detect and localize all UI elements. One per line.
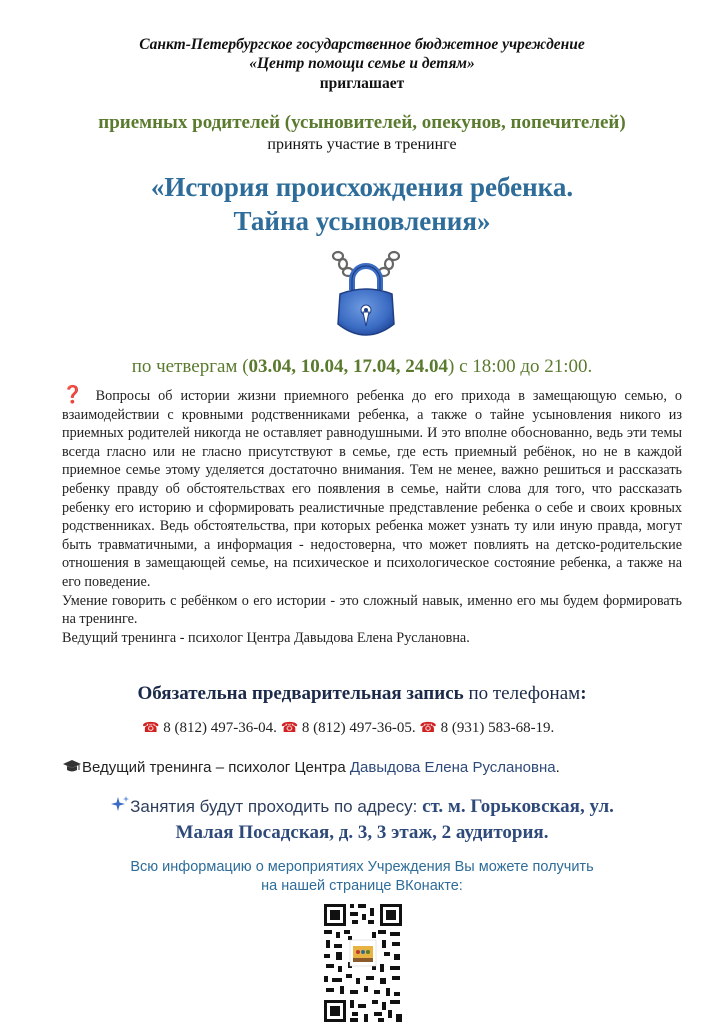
address-prefix: Занятия будут проходить по адресу: [130, 797, 423, 816]
invites-text: приглашает [319, 75, 405, 92]
title-line-2: Тайна усыновления» [233, 206, 491, 236]
leader-line [62, 759, 682, 776]
org-line-2: «Центр помощи семье и детям» [249, 55, 475, 72]
phone-icon: ☎ [142, 720, 160, 736]
sparkle-icon [110, 795, 130, 813]
vk-info-line-1: Всю информацию о мероприятиях Учреждения Вы можете получить [130, 859, 594, 875]
description-block [62, 386, 682, 647]
phone-icon: ☎ [280, 720, 299, 736]
audience-text: приемных родителей (усыновителей, опекунов, попечителей) [98, 112, 626, 133]
booking-text [0, 683, 724, 705]
booking-normal: по телефонам [463, 683, 581, 704]
schedule-suffix: ) с 18:00 до 21:00. [448, 356, 593, 377]
leader-name: Давыдова Елена Руслановна [349, 759, 556, 776]
phone-number-3[interactable]: 8 (931) 583-68-19. [440, 720, 555, 736]
address-line-2: Малая Посадская, д. 3, 3 этаж, 2 аудитория. [175, 822, 549, 843]
schedule-prefix: по четвергам ( [131, 356, 249, 377]
schedule-text [0, 356, 724, 378]
graduation-cap-icon [62, 759, 82, 773]
qr-code-image[interactable] [322, 902, 404, 1024]
org-line-1: Санкт-Петербургское государственное бюджетное учреждение [139, 36, 585, 53]
description-paragraph-3: Ведущий тренинга - психолог Центра Давыдова Елена Руслановна. [62, 629, 470, 646]
address-line1-bold: ст. м. Горьковская, ул. [422, 796, 614, 817]
description-paragraph-2: Умение говорить с ребёнком о его истории - это сложный навык, именно его мы будем формировать на тренинге. [62, 592, 682, 628]
question-icon: ❓ [62, 385, 88, 404]
leader-prefix: Ведущий тренинга – психолог Центра [82, 759, 350, 776]
phones-line [142, 720, 682, 737]
phone-icon: ☎ [419, 720, 437, 736]
schedule-dates: 03.04, 10.04, 17.04, 24.04 [248, 356, 449, 377]
booking-bold: Обязательна предварительная запись [137, 683, 464, 704]
description-text-1: Вопросы об истории жизни приемного ребенка до его прихода в замещающую семью, о взаимодействии с кровными родственниками ребенка, а также о тайне усыновления никого из приемных родителей никогда не оставляет равнодушными. И это вполне обоснованно, ведь эти темы всегда гласно или не гласно присутствуют в семье, где есть приемный ребёнок, но не в каждой приемное семье этому уделяется достаточно внимания. Тем не менее, важно решиться и рассказать ребенку правду об обстоятельствах его появления в семье, найти слова для того, что рассказать ребенку его историю и сформировать реалистичные представление ребенка о себе и своих кровных родственниках. Ведь обстоятельства, при которых ребенка может узнать ту или иную правда, могут быть травматичными, а информация - недостоверна, что может повлиять на детско-родительские отношения в замещающей семье, на психическое и психологическое состояние ребенка, а также на его поведение. [62, 388, 683, 590]
phone-number-2[interactable]: 8 (812) 497-36-05. [301, 720, 416, 736]
booking-colon: : [580, 683, 587, 704]
participate-text: принять участие в тренинге [267, 136, 457, 153]
description-paragraph-1 [62, 386, 682, 592]
vk-info-line-2: на нашей странице ВКонакте: [261, 878, 463, 894]
address-line-1 [0, 795, 724, 818]
title-line-1: «История происхождения ребенка. [150, 172, 574, 202]
phone-number-1[interactable]: 8 (812) 497-36-04. [163, 720, 277, 736]
padlock-image [328, 250, 404, 342]
leader-suffix: . [555, 759, 560, 776]
